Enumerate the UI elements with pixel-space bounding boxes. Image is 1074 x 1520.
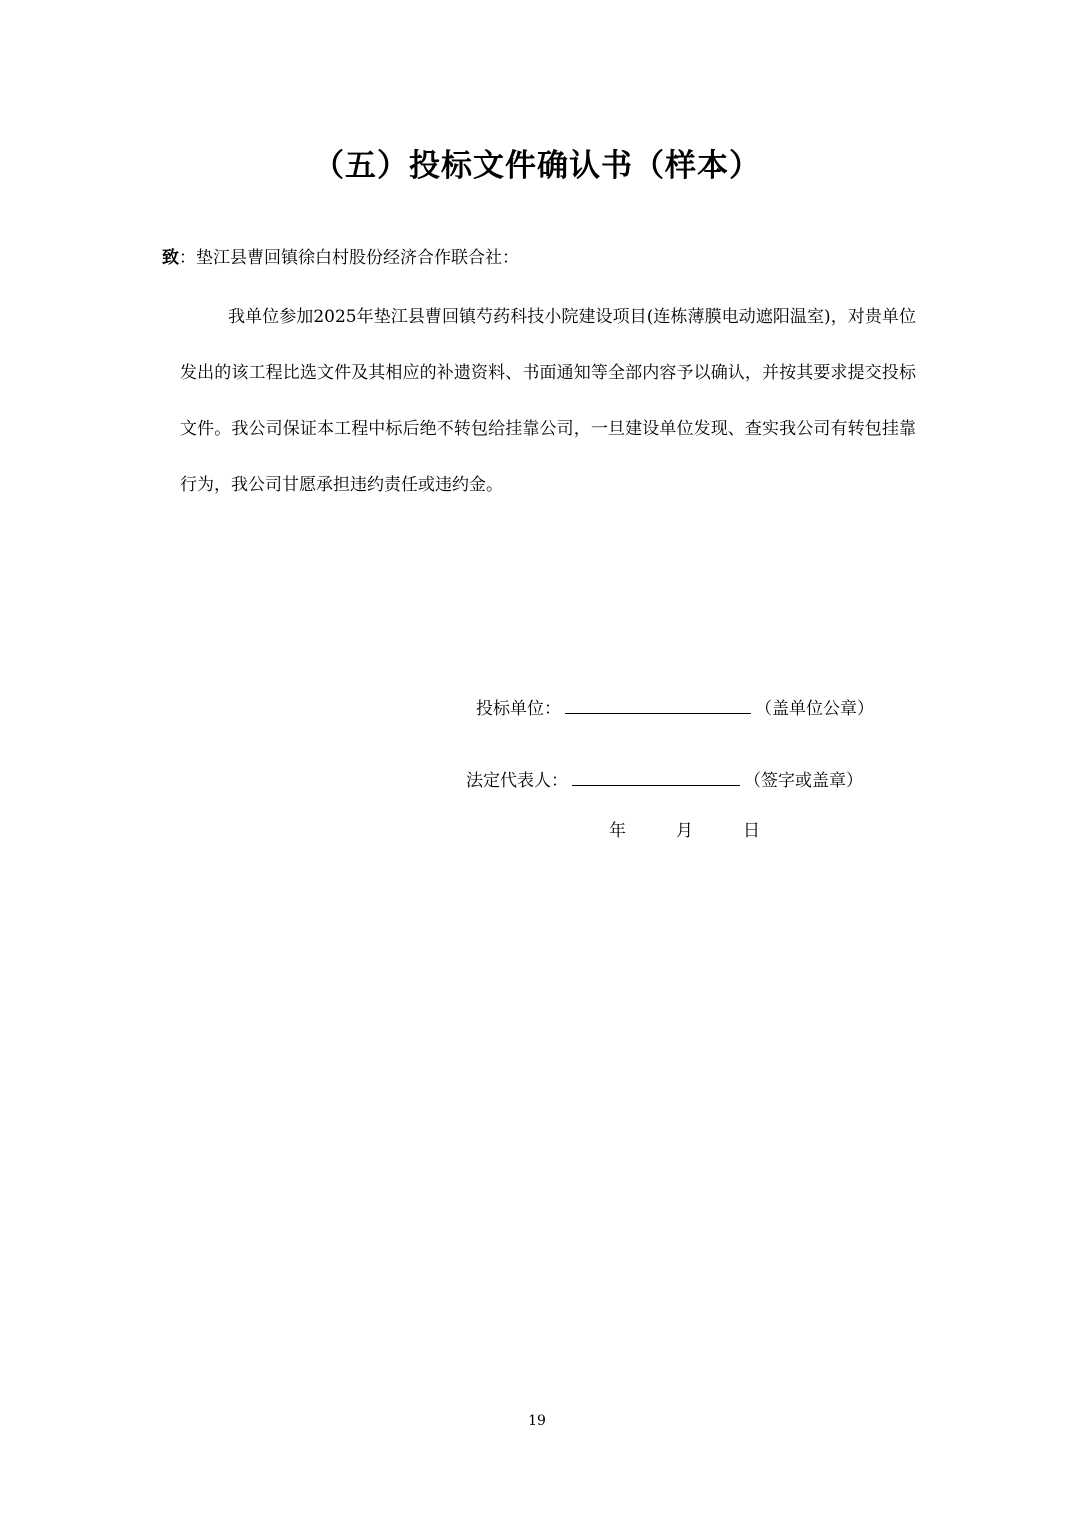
page-number: 19 — [528, 1413, 546, 1429]
legal-rep-line — [466, 765, 863, 791]
document-title: （五）投标文件确认书（样本） — [313, 148, 761, 184]
date-month: 月 — [676, 821, 693, 841]
date-year: 年 — [609, 821, 626, 841]
confirmation-body: 我单位参加2025年垫江县曹回镇芍药科技小院建设项目(连栋薄膜电动遮阳温室)，对贵单位发出的该工程比选文件及其相应的补遗资料、书面通知等全部内容予以确认，并按其要求提交投标文件。我公司保证本工程中标后绝不转包给挂靠公司，一旦建设单位发现、查实我公司有转包挂靠行为，我公司甘愿承担违约责任或违约金。 — [180, 307, 916, 495]
bidder-unit-line — [476, 693, 874, 719]
legal-rep-blank — [572, 765, 740, 786]
salutation-prefix: 致 — [162, 248, 179, 268]
bidder-unit-blank — [565, 693, 751, 714]
date-line — [609, 816, 760, 841]
date-day: 日 — [743, 821, 760, 841]
legal-rep-label: 法定代表人： — [466, 771, 568, 791]
salutation — [162, 243, 519, 268]
bidder-unit-note: （盖单位公章） — [755, 699, 874, 719]
bidder-unit-label: 投标单位： — [476, 699, 561, 719]
legal-rep-note: （签字或盖章） — [744, 771, 863, 791]
salutation-recipient: ：垫江县曹回镇徐白村股份经济合作联合社： — [179, 248, 519, 268]
